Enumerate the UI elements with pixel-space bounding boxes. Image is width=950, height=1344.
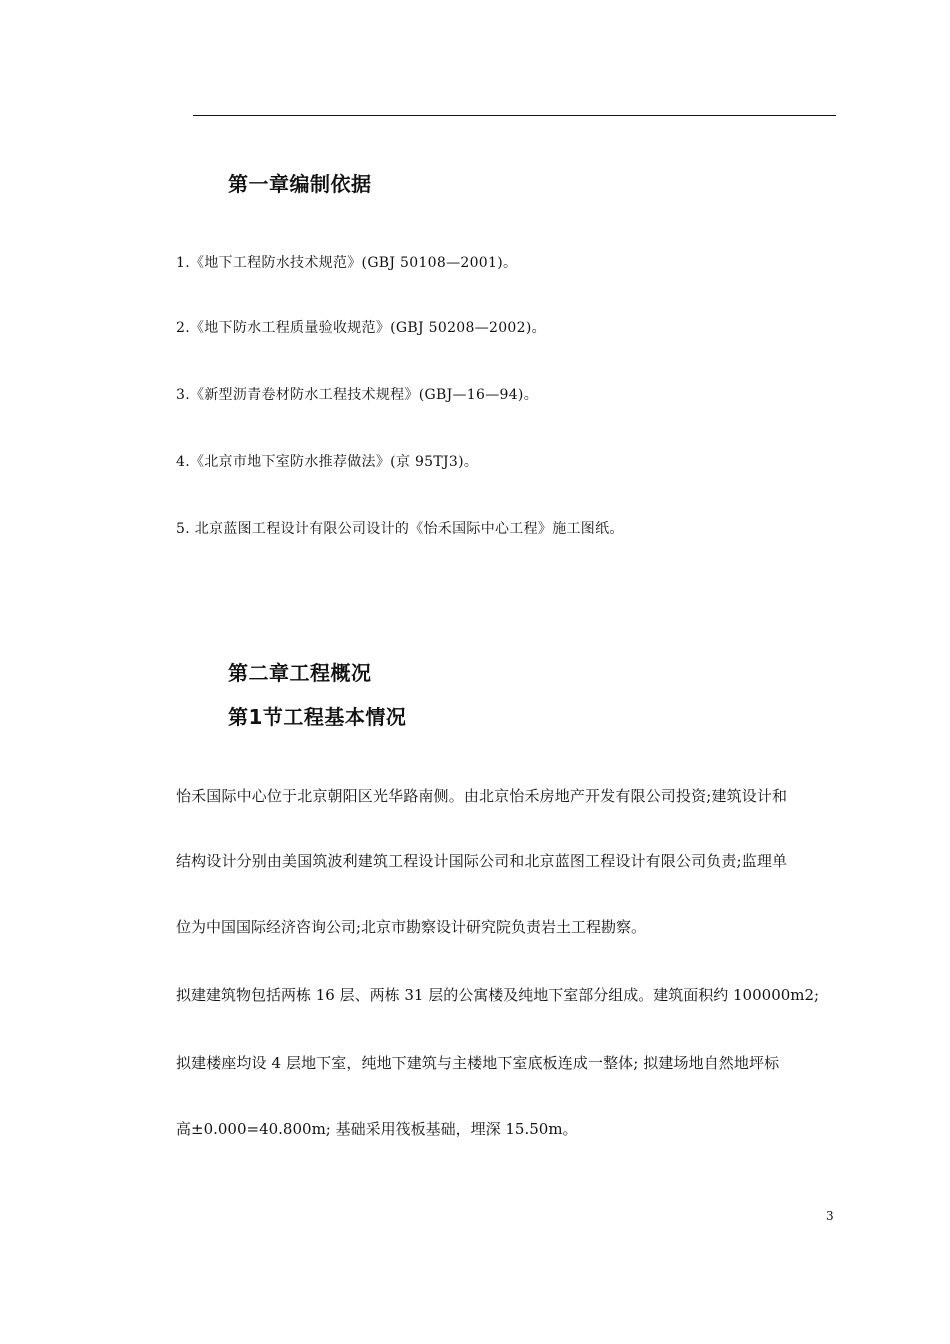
paragraph-1-line-1: 怡禾国际中心位于北京朝阳区光华路南侧。由北京怡禾房地产开发有限公司投资;建筑设计和 — [176, 787, 788, 805]
paragraph-1-line-3: 位为中国国际经济咨询公司;北京市勘察设计研究院负责岩土工程勘察。 — [176, 918, 647, 936]
chapter-1-title: 第一章编制依据 — [228, 172, 372, 196]
reference-item-5: 5. 北京蓝图工程设计有限公司设计的《怡禾国际中心工程》施工图纸。 — [176, 521, 624, 537]
section-1-title: 第1节工程基本情况 — [228, 705, 407, 729]
header-rule — [193, 115, 836, 116]
chapter-2-title: 第二章工程概况 — [228, 661, 372, 685]
reference-item-4: 4.《北京市地下室防水推荐做法》(京 95TJ3)。 — [176, 454, 479, 470]
paragraph-1-line-2: 结构设计分别由美国筑波利建筑工程设计国际公司和北京蓝图工程设计有限公司负责;监理单 — [176, 852, 788, 870]
reference-item-1: 1.《地下工程防水技术规范》(GBJ 50108—2001)。 — [176, 255, 518, 271]
paragraph-2-line-1: 拟建建筑物包括两栋 16 层、两栋 31 层的公寓楼及纯地下室部分组成。建筑面积约 100000m2; — [176, 986, 820, 1004]
reference-item-2: 2.《地下防水工程质量验收规范》(GBJ 50208—2002)。 — [176, 320, 546, 336]
page-number: 3 — [826, 1209, 834, 1223]
reference-item-3: 3.《新型沥青卷材防水工程技术规程》(GBJ—16—94)。 — [176, 387, 538, 403]
paragraph-2-line-3: 高±0.000=40.800m; 基础采用筏板基础，埋深 15.50m。 — [176, 1120, 578, 1138]
paragraph-2-line-2: 拟建楼座均设 4 层地下室，纯地下建筑与主楼地下室底板连成一整体; 拟建场地自然地坪标 — [176, 1054, 780, 1072]
